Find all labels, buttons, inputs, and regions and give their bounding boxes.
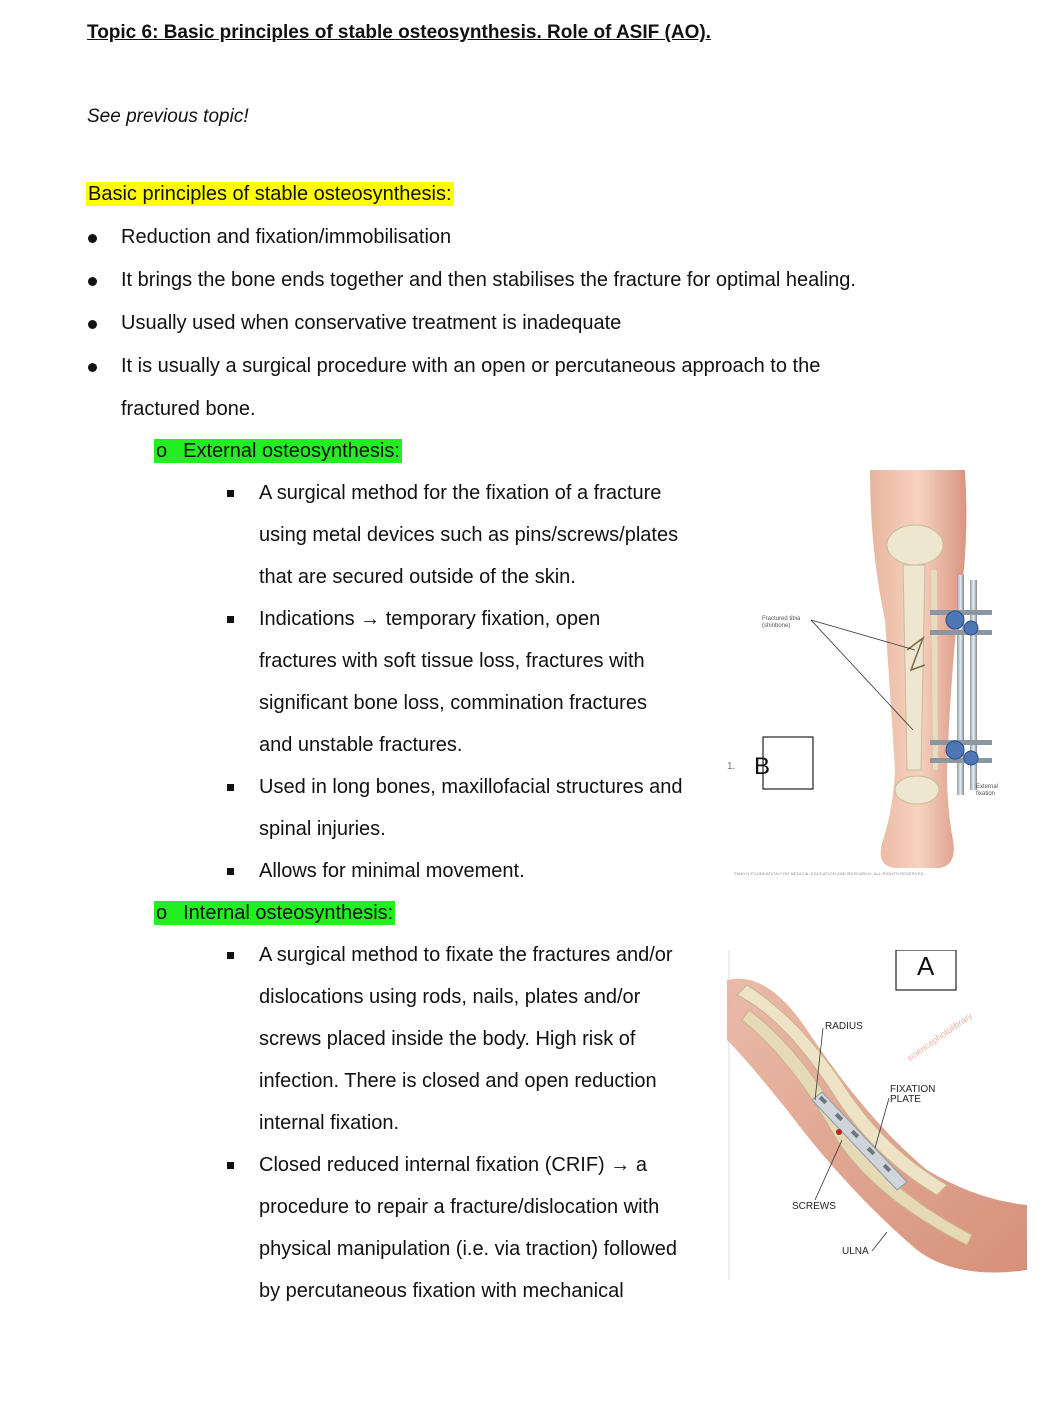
bullet-item: It is usually a surgical procedure with an open or percutaneous approach to the [121,355,821,377]
bullet-dot [88,234,97,243]
external-line: fractures with soft tissue loss, fractures with [259,650,645,672]
bullet-item: Reduction and fixation/immobilisation [121,226,452,248]
bullet-dot [88,363,97,372]
square-bullet [227,616,234,623]
figure-b-copyright: ©MAYO FOUNDATION FOR MEDICAL EDUCATION AND RESEARCH. ALL RIGHTS RESERVED. [734,871,925,876]
internal-fixation-illustration [727,950,1027,1310]
square-bullet [227,1162,234,1169]
external-fixation-illustration [725,470,1015,880]
external-line: Allows for minimal movement. [259,860,525,882]
internal-line: dislocations using rods, nails, plates and/or [259,986,641,1008]
square-bullet [227,868,234,875]
square-bullet [227,784,234,791]
internal-line: physical manipulation (i.e. via traction) followed [259,1238,677,1260]
bullet-item: It brings the bone ends together and then stabilises the fracture for optimal healing. [121,269,856,291]
internal-line: procedure to repair a fracture/dislocation with [259,1196,660,1218]
bullet-item-continuation: fractured bone. [121,398,256,420]
external-line: Used in long bones, maxillofacial structures and [259,776,683,798]
external-heading-text: External osteosynthesis: [183,440,400,462]
figure-b-side-mark: 1. [727,761,736,772]
internal-heading [154,902,395,925]
external-marker: o [154,439,181,463]
label-screws: SCREWS [792,1201,836,1212]
page-title: Topic 6: Basic principles of stable osteosynthesis. Role of ASIF (AO). [87,22,711,43]
label-shinbone-text: (shinbone) [762,623,791,629]
internal-line: infection. There is closed and open reduction [259,1070,657,1092]
label-fixation-plate [890,1085,935,1105]
external-line: that are secured outside of the skin. [259,566,576,588]
label-external-text: External [976,784,999,790]
label-fixation-text: fixation [976,791,996,797]
external-line: spinal injuries. [259,818,386,840]
internal-line: A surgical method to fixate the fractures and/or [259,944,673,966]
label-external-fixation [976,784,998,798]
internal-line: internal fixation. [259,1112,400,1134]
external-line: and unstable fractures. [259,734,463,756]
section-heading [86,183,454,206]
internal-line: Closed reduced internal fixation (CRIF) → a [259,1154,647,1176]
figure-b-letter: B [754,753,771,780]
internal-line: by percutaneous fixation with mechanical [259,1280,624,1302]
square-bullet [227,952,234,959]
bullet-dot [88,320,97,329]
bullet-item: Usually used when conservative treatment is inadequate [121,312,622,334]
section-heading-text: Basic principles of stable osteosynthesis: [88,183,452,205]
internal-heading-text: Internal osteosynthesis: [183,902,394,924]
square-bullet [227,490,234,497]
external-line: using metal devices such as pins/screws/plates [259,524,679,546]
label-fixation-text: FIXATION [890,1084,936,1095]
bullet-dot [88,277,97,286]
external-line: A surgical method for the fixation of a fracture [259,482,662,504]
external-line: Indications → temporary fixation, open [259,608,601,630]
label-fractured-tibia-text: Fractured tibia [762,616,801,622]
label-plate-text: PLATE [890,1094,921,1105]
internal-marker: o [154,901,181,925]
figure-a-watermark: sciencephotolibrary [905,1010,975,1064]
label-ulna: ULNA [842,1246,869,1257]
label-radius: RADIUS [825,1021,863,1032]
see-previous-note: See previous topic! [87,106,249,127]
internal-line: screws placed inside the body. High risk of [259,1028,636,1050]
external-line: significant bone loss, commination fractures [259,692,647,714]
figure-a-letter: A [917,951,935,981]
external-heading [154,440,402,463]
label-fractured-tibia [762,616,800,630]
